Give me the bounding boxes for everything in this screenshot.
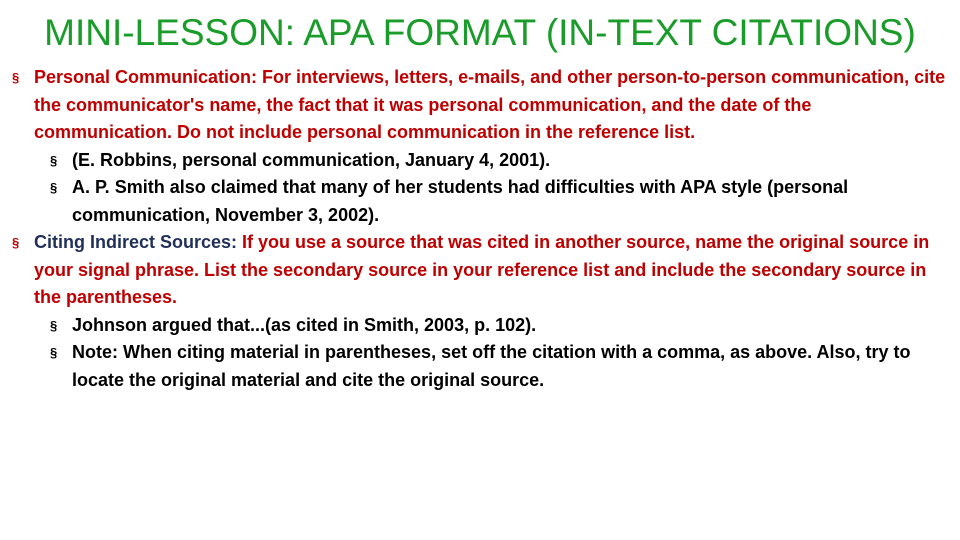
bullet-icon: § [50,180,58,195]
bullet-icon: § [50,152,58,168]
bullet-text [34,229,952,312]
bullet-icon: § [12,235,20,250]
bullet-icon: § [50,345,58,360]
sub-bullet-item [12,174,952,229]
bullet-body: If you use a source that was cited in another source, name the original source in your signal phrase. List the secondary source in your reference list and include the secondary source in the parentheses. [34,232,930,307]
bullet-text [34,64,952,147]
sub-bullet-item [12,339,952,394]
sub-bullet-text: Note: When citing material in parentheses, set off the citation with a comma, as above. Also, try to locate the original material and cite the original source. [72,342,911,390]
bullet-item-indirect-sources [12,229,952,312]
slide-title: MINI-LESSON: APA FORMAT (IN-TEXT CITATIONS) [44,12,916,53]
sub-bullet-text: A. P. Smith also claimed that many of her students had difficulties with APA style (personal communication, November 3, 2002). [72,177,849,225]
sub-bullet-item [12,147,952,175]
sub-bullet-item [12,312,952,340]
bullet-icon: § [50,317,58,333]
bullet-item-personal-communication [12,64,952,147]
bullet-icon: § [12,70,20,85]
sub-bullet-text: (E. Robbins, personal communication, January 4, 2001). [72,149,551,170]
sub-bullet-text: Johnson argued that...(as cited in Smith, 2003, p. 102). [72,314,537,335]
slide-content [12,64,952,394]
bullet-body: Personal Communication: For interviews, letters, e-mails, and other person-to-person communication, cite the communicator's name, the fact that it was personal communication, and the date of the communication. Do not include personal communication in the reference list. [34,67,946,142]
bullet-lead: Citing Indirect Sources: [34,232,238,252]
